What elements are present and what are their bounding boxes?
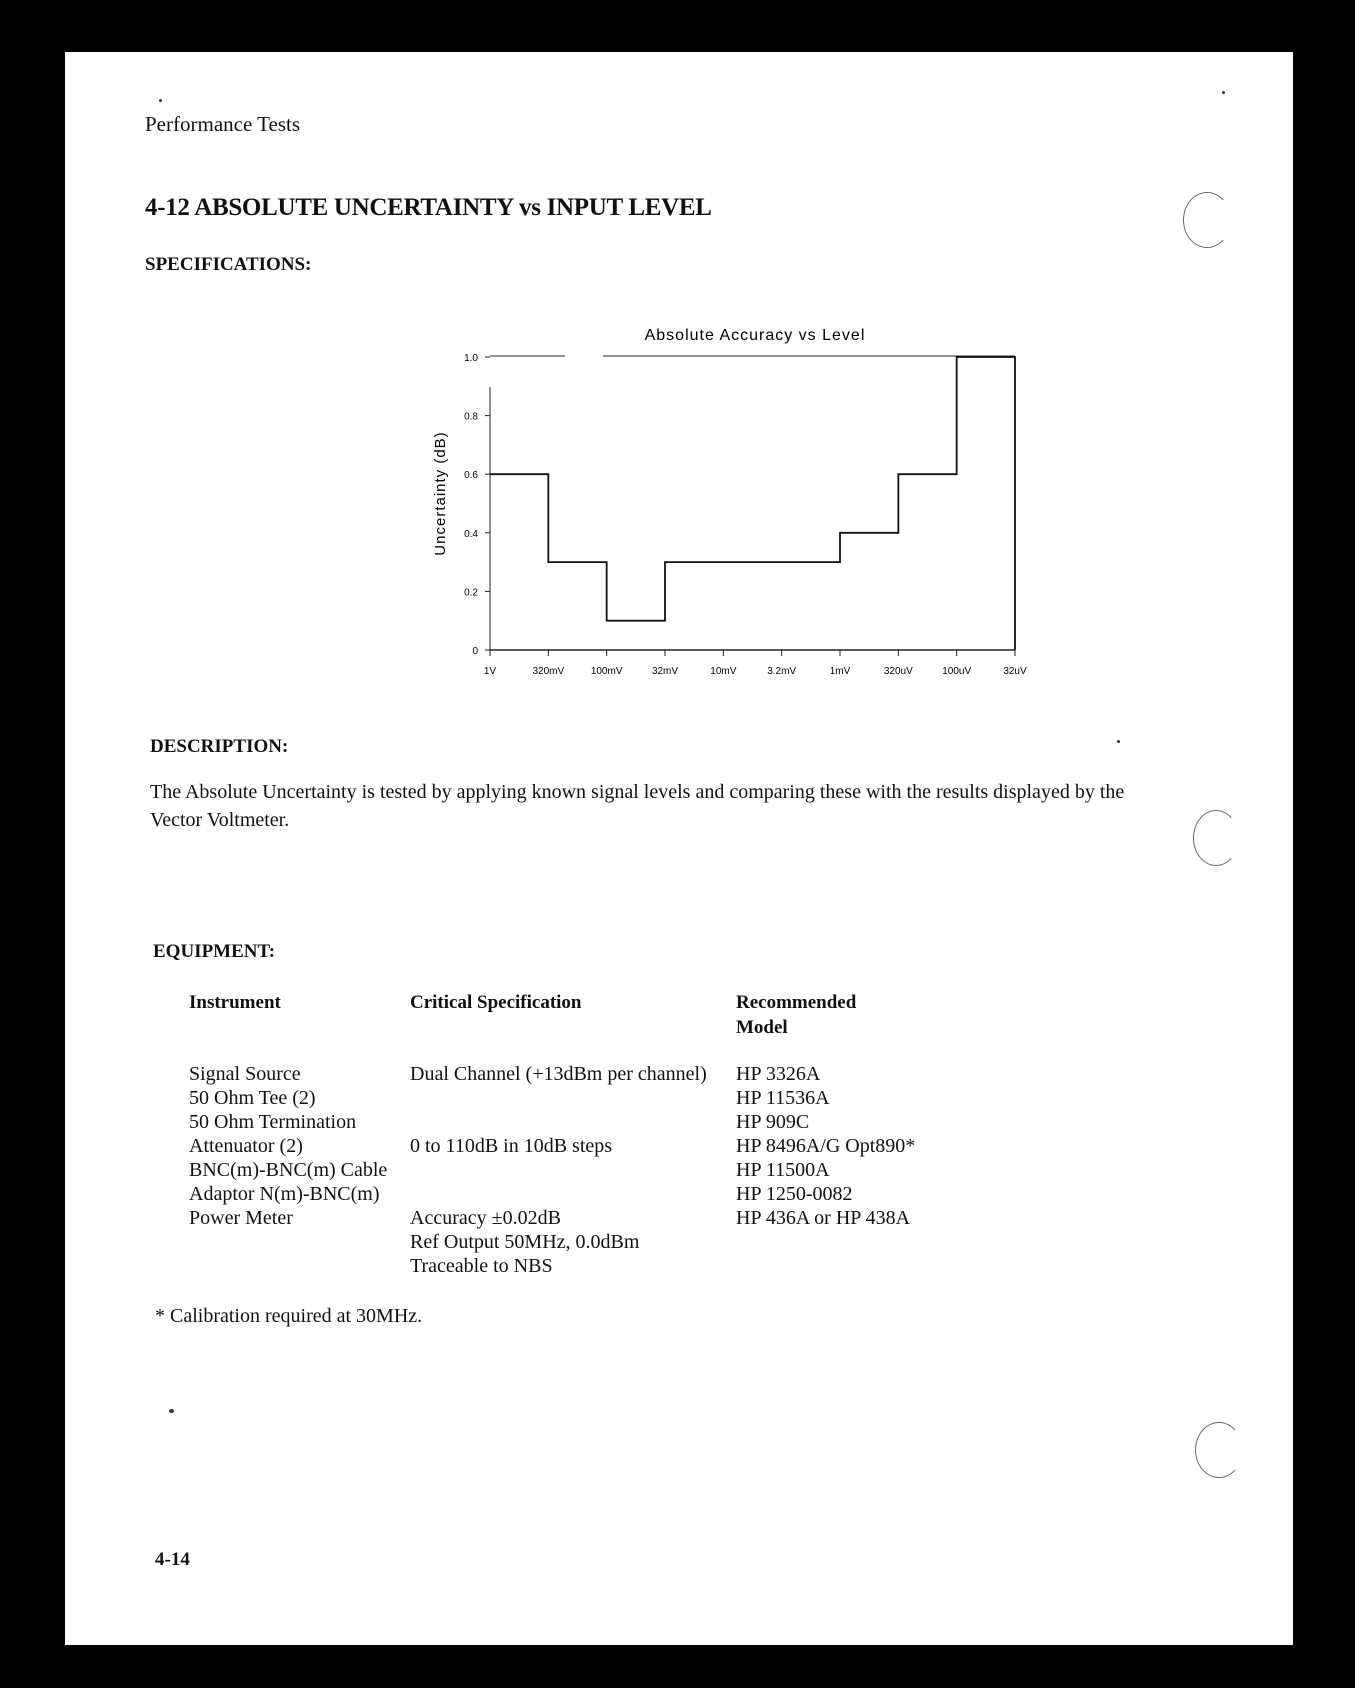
table-row — [189, 1110, 1089, 1134]
running-head: Performance Tests — [145, 112, 301, 136]
model-cell: HP 11536A — [736, 1087, 830, 1109]
column-header-recommended-model — [736, 990, 856, 1040]
table-row — [189, 1086, 1089, 1110]
scan-speck — [159, 99, 162, 102]
chart-canvas — [355, 277, 1075, 747]
column-header-critical-specification: Critical Specification — [410, 992, 582, 1013]
instrument-cell: Power Meter — [189, 1207, 293, 1229]
y-tick-label: 0.6 — [464, 470, 478, 482]
model-cell: HP 8496A/G Opt890* — [736, 1135, 916, 1157]
table-row — [189, 1158, 1089, 1182]
x-tick-label: 1V — [483, 666, 497, 677]
power-meter-spec-line: Traceable to NBS — [410, 1255, 553, 1277]
instrument-cell: Adaptor N(m)-BNC(m) — [189, 1183, 380, 1205]
critical-spec-cell: Accuracy ±0.02dB — [410, 1207, 561, 1229]
x-tick-label: 320uV — [883, 666, 913, 677]
x-tick-label: 32mV — [651, 666, 679, 677]
scan-speck — [169, 1409, 174, 1413]
column-header-model-line1: Recommended — [736, 992, 857, 1013]
table-row — [189, 1062, 1089, 1086]
table-row — [189, 1134, 1089, 1158]
specifications-heading: SPECIFICATIONS: — [145, 254, 312, 275]
y-tick-label: 0.4 — [464, 528, 478, 540]
table-row — [189, 1206, 1089, 1230]
uncertainty-step-line — [490, 357, 1015, 650]
punch-hole-mark — [1183, 192, 1231, 248]
document-page — [65, 52, 1293, 1645]
punch-hole-mark — [1195, 1422, 1243, 1478]
x-tick-label: 320mV — [532, 666, 565, 677]
instrument-cell: Signal Source — [189, 1063, 301, 1085]
power-meter-spec-line: Ref Output 50MHz, 0.0dBm — [410, 1231, 640, 1253]
description-text: The Absolute Uncertainty is tested by applying known signal levels and comparing these with the results displayed by the Vector Voltmeter. — [150, 781, 1125, 831]
model-cell: HP 3326A — [736, 1063, 821, 1085]
scan-speck — [1222, 91, 1225, 94]
description-heading: DESCRIPTION: — [150, 736, 289, 757]
model-cell: HP 11500A — [736, 1159, 830, 1181]
column-header-instrument: Instrument — [189, 992, 281, 1013]
x-tick-label: 3.2mV — [767, 666, 797, 677]
x-tick-label: 1mV — [829, 666, 851, 677]
page-number: 4-14 — [155, 1549, 190, 1570]
y-axis-label: Uncertainty (dB) — [432, 431, 449, 556]
model-cell: HP 909C — [736, 1111, 810, 1133]
x-tick-label: 100mV — [590, 666, 623, 677]
x-tick-label: 10mV — [710, 666, 737, 677]
punch-hole-mark — [1193, 810, 1239, 866]
instrument-cell: Attenuator (2) — [189, 1135, 303, 1157]
model-cell: HP 1250-0082 — [736, 1183, 853, 1205]
chart-title: Absolute Accuracy vs Level — [644, 327, 866, 344]
equipment-heading: EQUIPMENT: — [153, 941, 276, 962]
y-tick-label: 0.8 — [464, 411, 478, 423]
instrument-cell: BNC(m)-BNC(m) Cable — [189, 1159, 388, 1181]
table-row — [189, 1182, 1089, 1206]
y-tick-label: 1.0 — [464, 353, 478, 364]
instrument-cell: 50 Ohm Termination — [189, 1111, 357, 1133]
model-cell: HP 436A or HP 438A — [736, 1207, 911, 1229]
equipment-table — [189, 990, 1089, 1330]
x-tick-label: 100uV — [942, 666, 972, 677]
instrument-cell: 50 Ohm Tee (2) — [189, 1087, 316, 1109]
x-tick-label: 32uV — [1003, 666, 1027, 677]
critical-spec-cell: 0 to 110dB in 10dB steps — [410, 1135, 613, 1157]
section-title: 4-12 ABSOLUTE UNCERTAINTY vs INPUT LEVEL — [145, 194, 712, 221]
uncertainty-chart — [355, 277, 1075, 747]
y-tick-label: 0 — [472, 646, 478, 657]
column-header-model-line2: Model — [736, 1017, 788, 1038]
scan-speck — [1117, 740, 1120, 743]
critical-spec-cell: Dual Channel (+13dBm per channel) — [410, 1063, 707, 1085]
calibration-footnote: * Calibration required at 30MHz. — [155, 1305, 423, 1327]
y-tick-label: 0.2 — [464, 587, 478, 599]
